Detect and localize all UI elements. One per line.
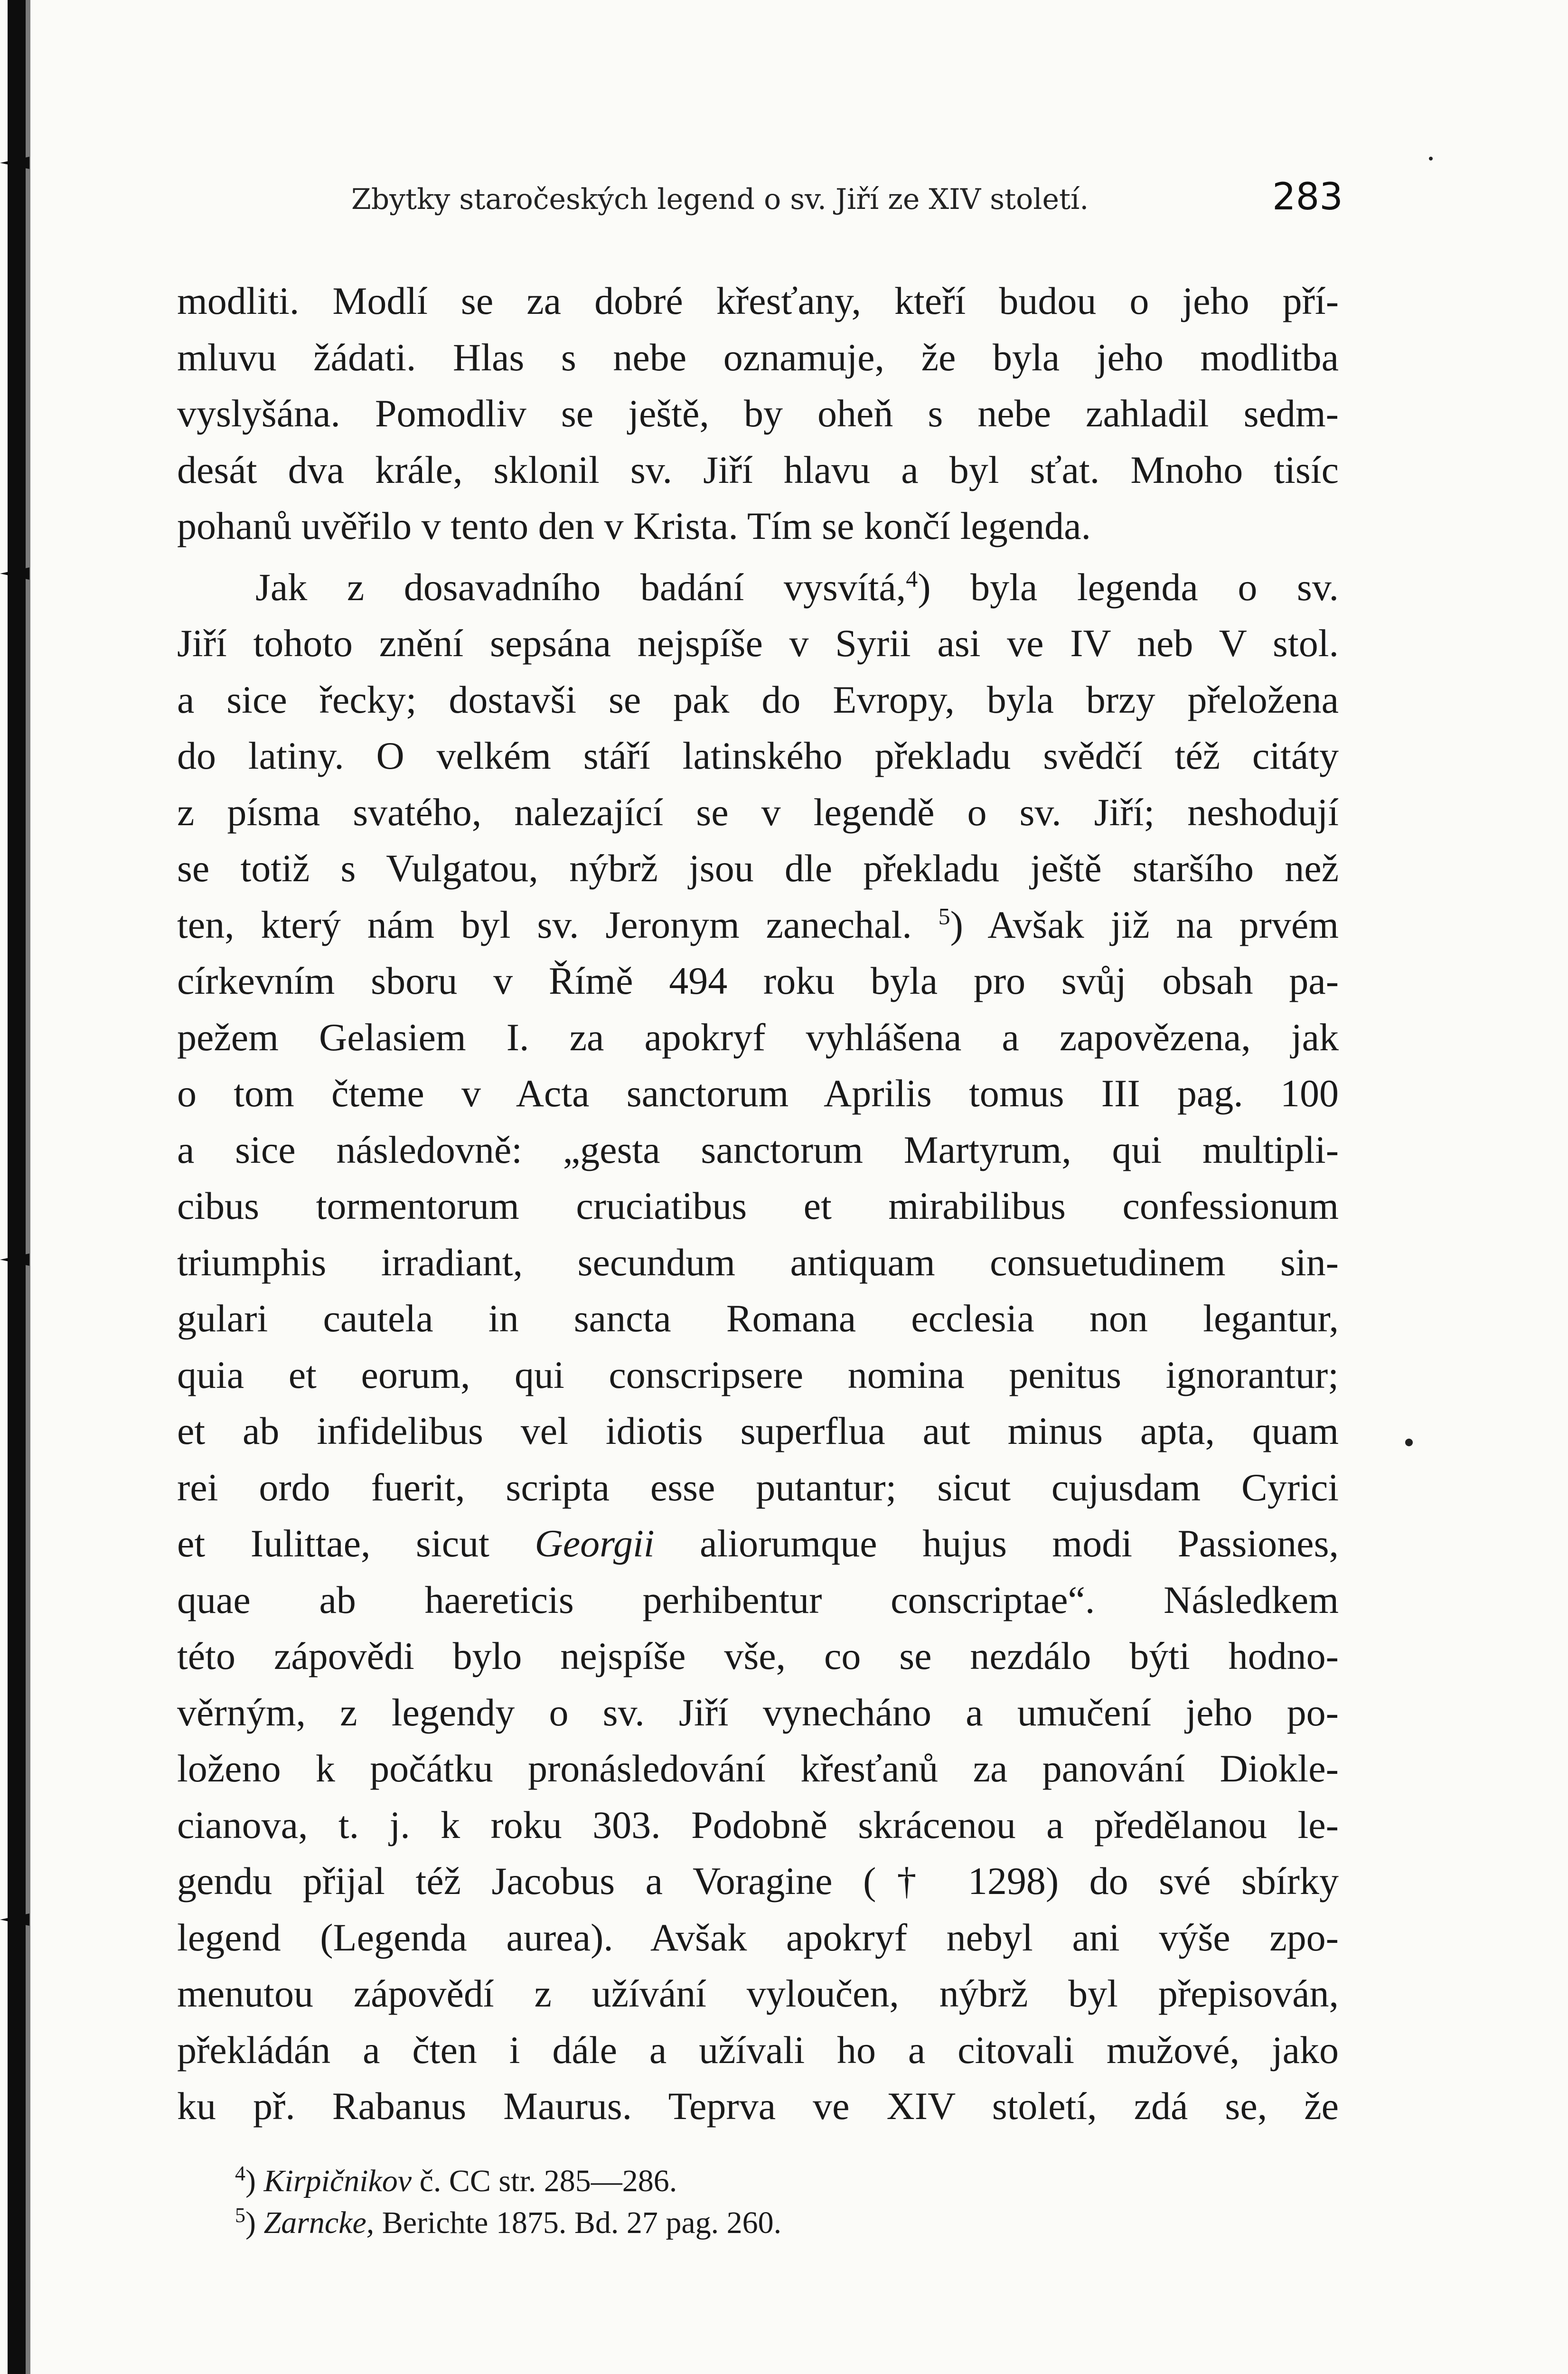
text-line: gendu přijal též Jacobus a Voragine († 1298) do své sbírky <box>177 1859 1339 1903</box>
text-line: triumphis irradiant, secundum antiquam consuetudinem sin- <box>177 1240 1339 1284</box>
page-edge-shadow <box>26 0 30 2374</box>
text-line <box>177 1516 1339 1572</box>
text-segment: ten, který nám byl sv. Jeronym zanechal. <box>177 903 912 946</box>
text-line: modliti. Modlí se za dobré křesťany, kteří budou o jeho pří- <box>177 279 1339 322</box>
text-line: pežem Gelasiem I. za apokryf vyhlášena a zapovězena, jak <box>177 1015 1339 1059</box>
footnote-ref: 5 <box>938 903 950 930</box>
footnote-paren: ) <box>245 2164 256 2198</box>
text-line: této zápovědi bylo nejspíše vše, co se nezdálo býti hodno- <box>177 1634 1339 1677</box>
footnote-mark: 4 <box>235 2162 245 2185</box>
text-line: církevním sboru v Římě 494 roku byla pro svůj obsah pa- <box>177 959 1339 1002</box>
footnote-author: Zarncke, <box>263 2205 375 2240</box>
ink-speck <box>1405 1439 1413 1446</box>
text-line: o tom čteme v Acta sanctorum Aprilis tomus III pag. 100 <box>177 1072 1339 1115</box>
text-line: ku př. Rabanus Maurus. Teprva ve XIV století, zdá se, že <box>177 2084 1339 2128</box>
text-line: se totiž s Vulgatou, nýbrž jsou dle překladu ještě staršího než <box>177 847 1339 890</box>
text-line: z písma svatého, nalezající se v legendě o sv. Jiří; neshodují <box>177 790 1339 834</box>
footnote-paren: ) <box>245 2205 256 2240</box>
footnote <box>235 2202 1184 2244</box>
footnote-text: č. CC str. 285—286. <box>419 2164 677 2198</box>
page-edge <box>8 0 26 2374</box>
text-segment: et Iulittae, sicut <box>177 1522 489 1565</box>
text-line: menutou zápovědí z užívání vyloučen, nýbrž byl přepisován, <box>177 1972 1339 2015</box>
ink-speck <box>1429 157 1433 160</box>
text-line: Jiří tohoto znění sepsána nejspíše v Syrii asi ve IV neb V stol. <box>177 622 1339 665</box>
page-number: 283 <box>1272 176 1343 218</box>
text-line: mluvu žádati. Hlas s nebe oznamuje, že byla jeho modlitba <box>177 335 1339 379</box>
footnote-text: Berichte 1875. Bd. 27 pag. 260. <box>382 2205 782 2240</box>
text-line: a sice řecky; dostavši se pak do Evropy, byla brzy přeložena <box>177 678 1339 721</box>
footnote-ref: 4 <box>906 565 918 592</box>
text-line: quae ab haereticis perhibentur conscriptae“. Následkem <box>177 1578 1339 1621</box>
running-title: Zbytky staročeských legend o sv. Jiří ze XIV století. <box>351 183 1089 216</box>
text-segment: Jak z dosavadního badání vysvítá, <box>255 565 906 609</box>
footnote-mark: 5 <box>235 2204 245 2227</box>
text-line: rei ordo fuerit, scripta esse putantur; sicut cujusdam Cyrici <box>177 1465 1339 1509</box>
text-line: cianova, t. j. k roku 303. Podobně skrácenou a předělanou le- <box>177 1803 1339 1846</box>
text-line: pohanů uvěřilo v tento den v Krista. Tím se končí legenda. <box>177 504 1091 547</box>
text-segment: aliorumque hujus modi Passiones, <box>700 1522 1339 1565</box>
text-line: vyslyšána. Pomodliv se ještě, by oheň s nebe zahladil sedm- <box>177 392 1339 435</box>
footnotes <box>235 2160 1184 2244</box>
body-text <box>177 273 1339 2135</box>
text-line: quia et eorum, qui conscripsere nomina penitus ignorantur; <box>177 1353 1339 1396</box>
text-line: legend (Legenda aurea). Avšak apokryf nebyl ani výše zpo- <box>177 1915 1339 1959</box>
text-line: cibus tormentorum cruciatibus et mirabilibus confessionum <box>177 1184 1339 1227</box>
footnote-author: Kirpičnikov <box>263 2164 412 2198</box>
italic-word: Georgii <box>535 1522 655 1565</box>
text-line: překládán a čten i dále a užívali ho a citovali mužové, jako <box>177 2028 1339 2072</box>
text-line: desát dva krále, sklonil sv. Jiří hlavu a byl sťat. Mnoho tisíc <box>177 448 1339 491</box>
text-line: věrným, z legendy o sv. Jiří vynecháno a umučení jeho po- <box>177 1690 1339 1734</box>
text-line: gulari cautela in sancta Romana ecclesia non legantur, <box>177 1297 1339 1340</box>
text-line: loženo k počátku pronásledování křesťanů za panování Diokle- <box>177 1747 1339 1790</box>
text-line: et ab infidelibus vel idiotis superflua aut minus apta, quam <box>177 1409 1339 1452</box>
text-segment: ) Avšak již na prvém <box>950 903 1339 946</box>
footnote <box>235 2160 1184 2202</box>
text-line: a sice následovně: „gesta sanctorum Martyrum, qui multipli- <box>177 1128 1339 1171</box>
text-line: do latiny. O velkém stáří latinského překladu svědčí též citáty <box>177 734 1339 777</box>
paragraph-start-line <box>177 559 1339 616</box>
text-segment: ) byla legenda o sv. <box>918 565 1339 609</box>
text-line <box>177 897 1339 953</box>
